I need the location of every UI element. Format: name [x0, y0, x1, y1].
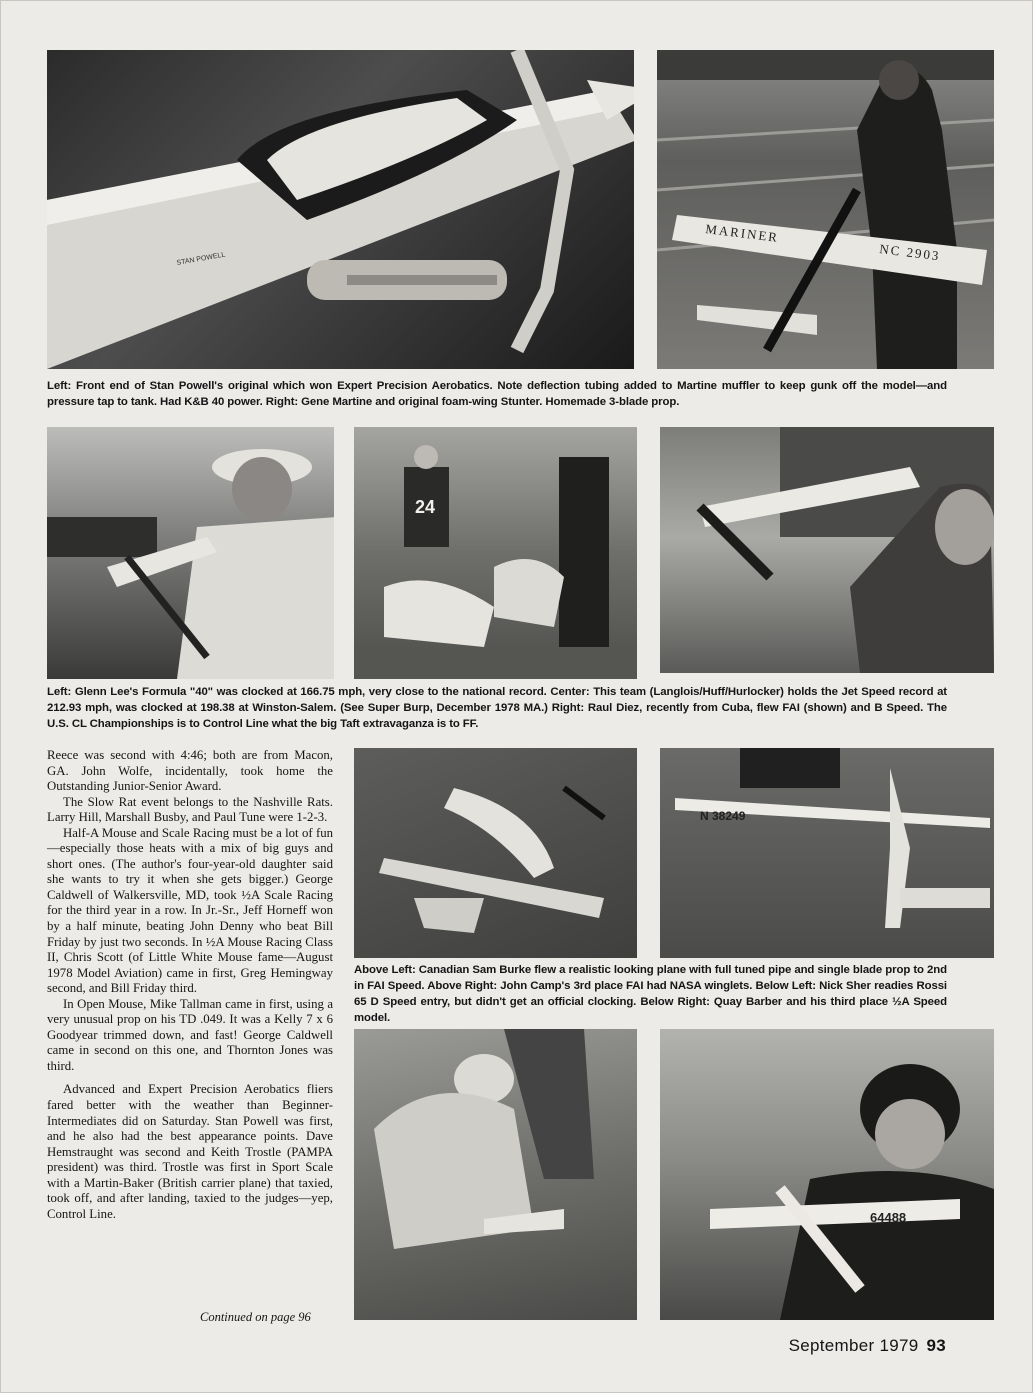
- article-body: [47, 748, 333, 1222]
- caption-middle: Left: Glenn Lee's Formula "40" was clocked at 166.75 mph, very close to the national record. Center: This team (Langlois/Huff/Hurlocker) holds the Jet Speed record at 212.93 mph, was clocked at 198.38 at Winston-Salem. (See Super Burp, December 1978 MA.) Right: Raul Diez, recently from Cuba, flew FAI (shown) and B Speed. The U.S. CL Championships is to Control Line what the big Taft extravaganza is to FF.: [47, 686, 947, 730]
- body-paragraph-2: The Slow Rat event belongs to the Nashville Rats. Larry Hill, Marshall Busby, and Paul Tune were 1-2-3.: [47, 794, 333, 825]
- photo-powell-model-front: [47, 50, 634, 369]
- caption-right: Above Left: Canadian Sam Burke flew a realistic looking plane with full tuned pipe and single blade prop to 2nd in FAI Speed. Above Right: John Camp's 3rd place FAI had NASA winglets. Below Left: Nick Sher readies Rossi 65 D Speed entry, but didn't get an official clocking. Below Right: Quay Barber and his third place ½A Speed model.: [354, 964, 947, 1024]
- body-paragraph-5: Advanced and Expert Precision Aerobatics fliers fared better with the weather than Beginner-Intermediates did on Saturday. Stan Powell was first, and he also had the best appearance points. Dave Hemstraught was second and Keith Trostle (PAMPA president) was third. Trostle was first in Sport Scale with a Martin-Baker (British carrier plane) that taxied, took off, and after landing, taxied to the judges—yep, Control Line.: [47, 1082, 333, 1221]
- wing-lettering-left: MARINER: [704, 221, 780, 245]
- body-paragraph-4: In Open Mouse, Mike Tallman came in first, using a very unusual prop on his TD .049. It was a Kelly 7 x 6 Goodyear trimmed down, and fast! George Caldwell came in second on this one, and Thornton Jones was third.: [47, 996, 333, 1073]
- photo-nick-sher: [354, 1029, 637, 1320]
- registration-camp: N 38249: [700, 809, 746, 823]
- page-footer: [789, 1336, 946, 1356]
- page-number: 93: [926, 1336, 946, 1355]
- photo-martine-stunter: [657, 50, 994, 369]
- caption-top: Left: Front end of Stan Powell's original which won Expert Precision Aerobatics. Note deflection tubing added to Martine muffler to keep gunk off the model—and pressure tap to tank. Had K&B 40 power. Right: Gene Martine and original foam-wing Stunter. Homemade 3-blade prop.: [47, 380, 947, 408]
- photo-john-camp-fai: [660, 748, 994, 958]
- model-inscription: STAN POWELL: [176, 251, 226, 267]
- wing-lettering-right: NC 2903: [878, 241, 942, 264]
- jersey-number: 24: [415, 497, 436, 517]
- issue-date: September 1979: [788, 1336, 919, 1355]
- photo-jet-speed-team: [354, 427, 637, 679]
- photo-quay-barber: [660, 1029, 994, 1320]
- photo-raul-diez: [660, 427, 994, 673]
- photo-sam-burke-plane: [354, 748, 637, 958]
- continued-note: Continued on page 96: [200, 1310, 311, 1324]
- photo-glenn-lee: [47, 427, 334, 679]
- body-paragraph-1: Reece was second with 4:46; both are from Macon, GA. John Wolfe, incidentally, took home the Outstanding Junior-Senior Award.: [47, 748, 333, 794]
- registration-barber: 64488: [870, 1210, 907, 1225]
- body-paragraph-3: Half-A Mouse and Scale Racing must be a lot of fun—especially those heats with a mix of big guys and short ones. (The author's four-year-old daughter said she wants to try it when she gets bigger.) George Caldwell of Walkersville, MD, took ½A Scale Racing for the third year in a row. In Jr.-Sr., Jeff Horneff won by a half minute, beating John Denny who beat Bill Friday by just two seconds. In ½A Mouse Racing Class II, Chris Scott (of Little White Mouse fame—August 1978 Model Aviation) came in first, Greg Hemingway second, and Bill Friday third.: [47, 825, 333, 996]
